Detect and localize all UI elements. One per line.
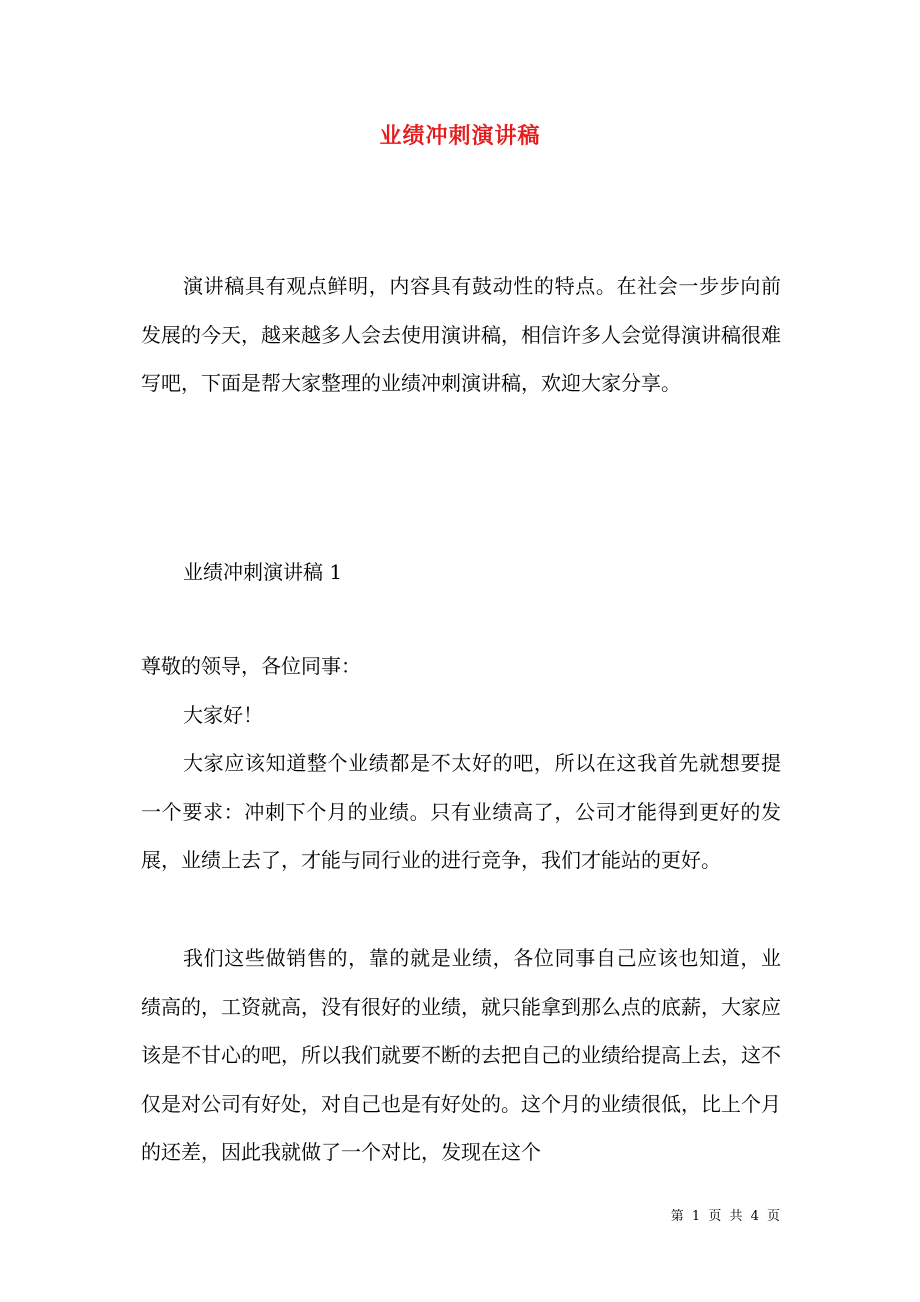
salutation: 尊敬的领导，各位同事： [141,654,361,678]
body-paragraph-2: 我们这些做销售的，靠的就是业绩，各位同事自己应该也知道，业绩高的，工资就高，没有很好的业绩，就只能拿到那么点的底薪，大家应该是不甘心的吧，所以我们就要不断的去把自己的业绩给提高上去，这不仅是对公司有好处，对自己也是有好处的。这个月的业绩很低，比上个月的还差，因此我就做了一个对比，发现在这个 [141,946,781,1165]
intro-paragraph: 演讲稿具有观点鲜明，内容具有鼓动性的特点。在社会一步步向前发展的今天，越来越多人会去使用演讲稿，相信许多人会觉得演讲稿很难写吧，下面是帮大家整理的业绩冲刺演讲稿，欢迎大家分享。 [141,274,781,396]
greeting: 大家好！ [183,703,263,727]
page-number: 第 1 页 共 4 页 [670,1209,782,1224]
section-heading: 业绩冲刺演讲稿 1 [183,560,343,584]
document-title: 业绩冲刺演讲稿 [379,123,541,149]
body-paragraph-1: 大家应该知道整个业绩都是不太好的吧，所以在这我首先就想要提一个要求：冲刺下个月的业绩。只有业绩高了，公司才能得到更好的发展，业绩上去了，才能与同行业的进行竞争，我们才能站的更好。 [141,751,781,873]
